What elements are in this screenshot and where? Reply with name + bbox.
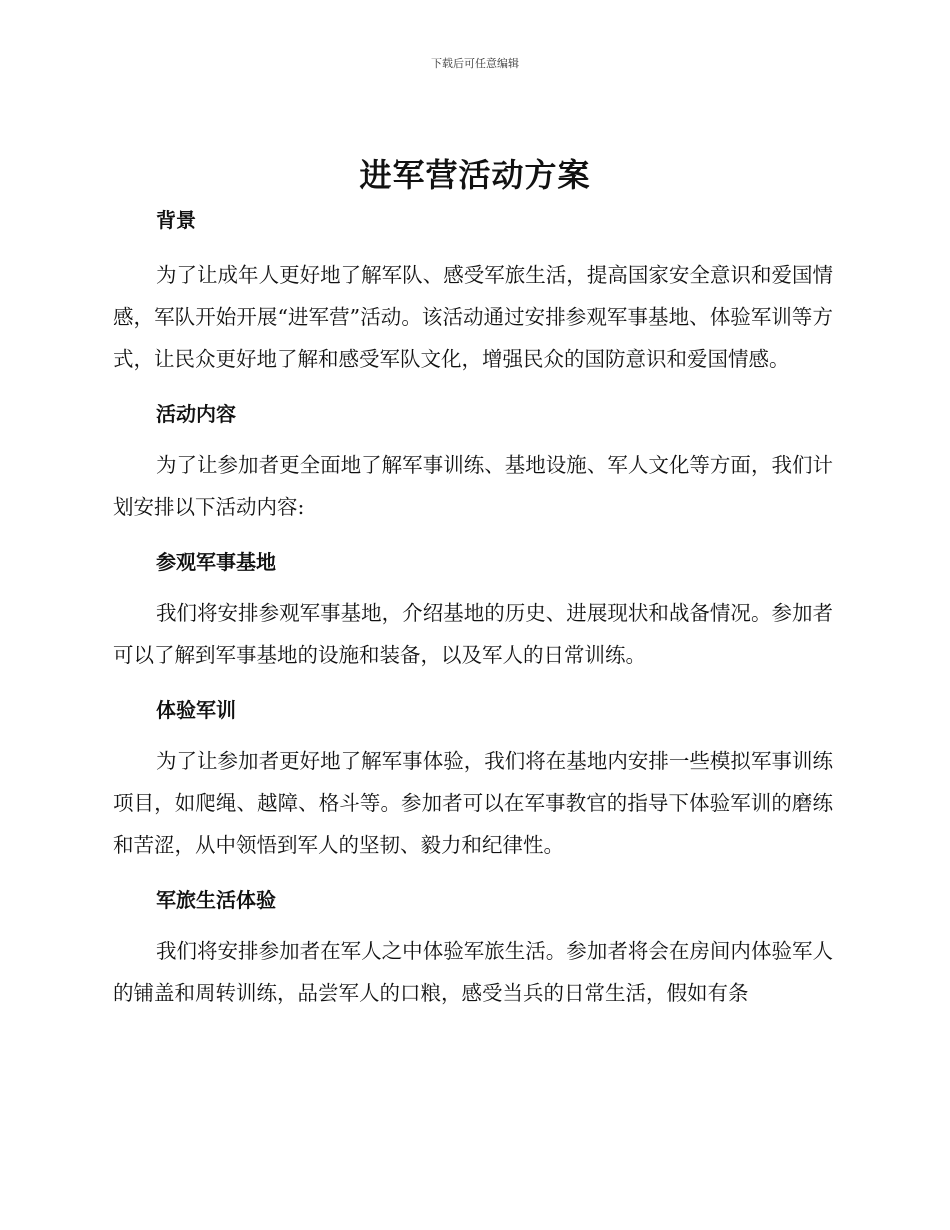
section-heading: 活动内容 <box>156 402 236 426</box>
page-header-note: 下载后可任意编辑 <box>431 57 519 70</box>
section-background <box>113 202 833 380</box>
section-military-life <box>113 882 833 1014</box>
section-paragraph: 为了让成年人更好地了解军队、感受军旅生活，提高国家安全意识和爱国情感，军队开始开展“进军营”活动。该活动通过安排参观军事基地、体验军训等方式，让民众更好地了解和感受军队文化，增强民众的国防意识和爱国情感。 <box>113 263 833 371</box>
document-title: 进军营活动方案 <box>359 156 591 194</box>
section-visit-base <box>113 544 833 676</box>
section-paragraph: 为了让参加者更好地了解军事体验，我们将在基地内安排一些模拟军事训练项目，如爬绳、越障、格斗等。参加者可以在军事教官的指导下体验军训的磨练和苦涩，从中领悟到军人的坚韧、毅力和纪律性。 <box>113 749 833 857</box>
section-paragraph: 我们将安排参加者在军人之中体验军旅生活。参加者将会在房间内体验军人的铺盖和周转训练，品尝军人的口粮，感受当兵的日常生活，假如有条 <box>113 939 833 1005</box>
section-paragraph: 为了让参加者更全面地了解军事训练、基地设施、军人文化等方面，我们计划安排以下活动内容: <box>113 453 833 519</box>
section-heading: 体验军训 <box>156 698 236 722</box>
section-paragraph: 我们将安排参观军事基地，介绍基地的历史、进展现状和战备情况。参加者可以了解到军事基地的设施和装备，以及军人的日常训练。 <box>113 601 833 667</box>
section-heading: 军旅生活体验 <box>156 888 276 912</box>
section-heading: 参观军事基地 <box>156 550 276 574</box>
section-heading: 背景 <box>156 208 196 232</box>
section-activity-content <box>113 396 833 528</box>
document-body <box>113 202 833 1030</box>
section-military-training <box>113 692 833 866</box>
